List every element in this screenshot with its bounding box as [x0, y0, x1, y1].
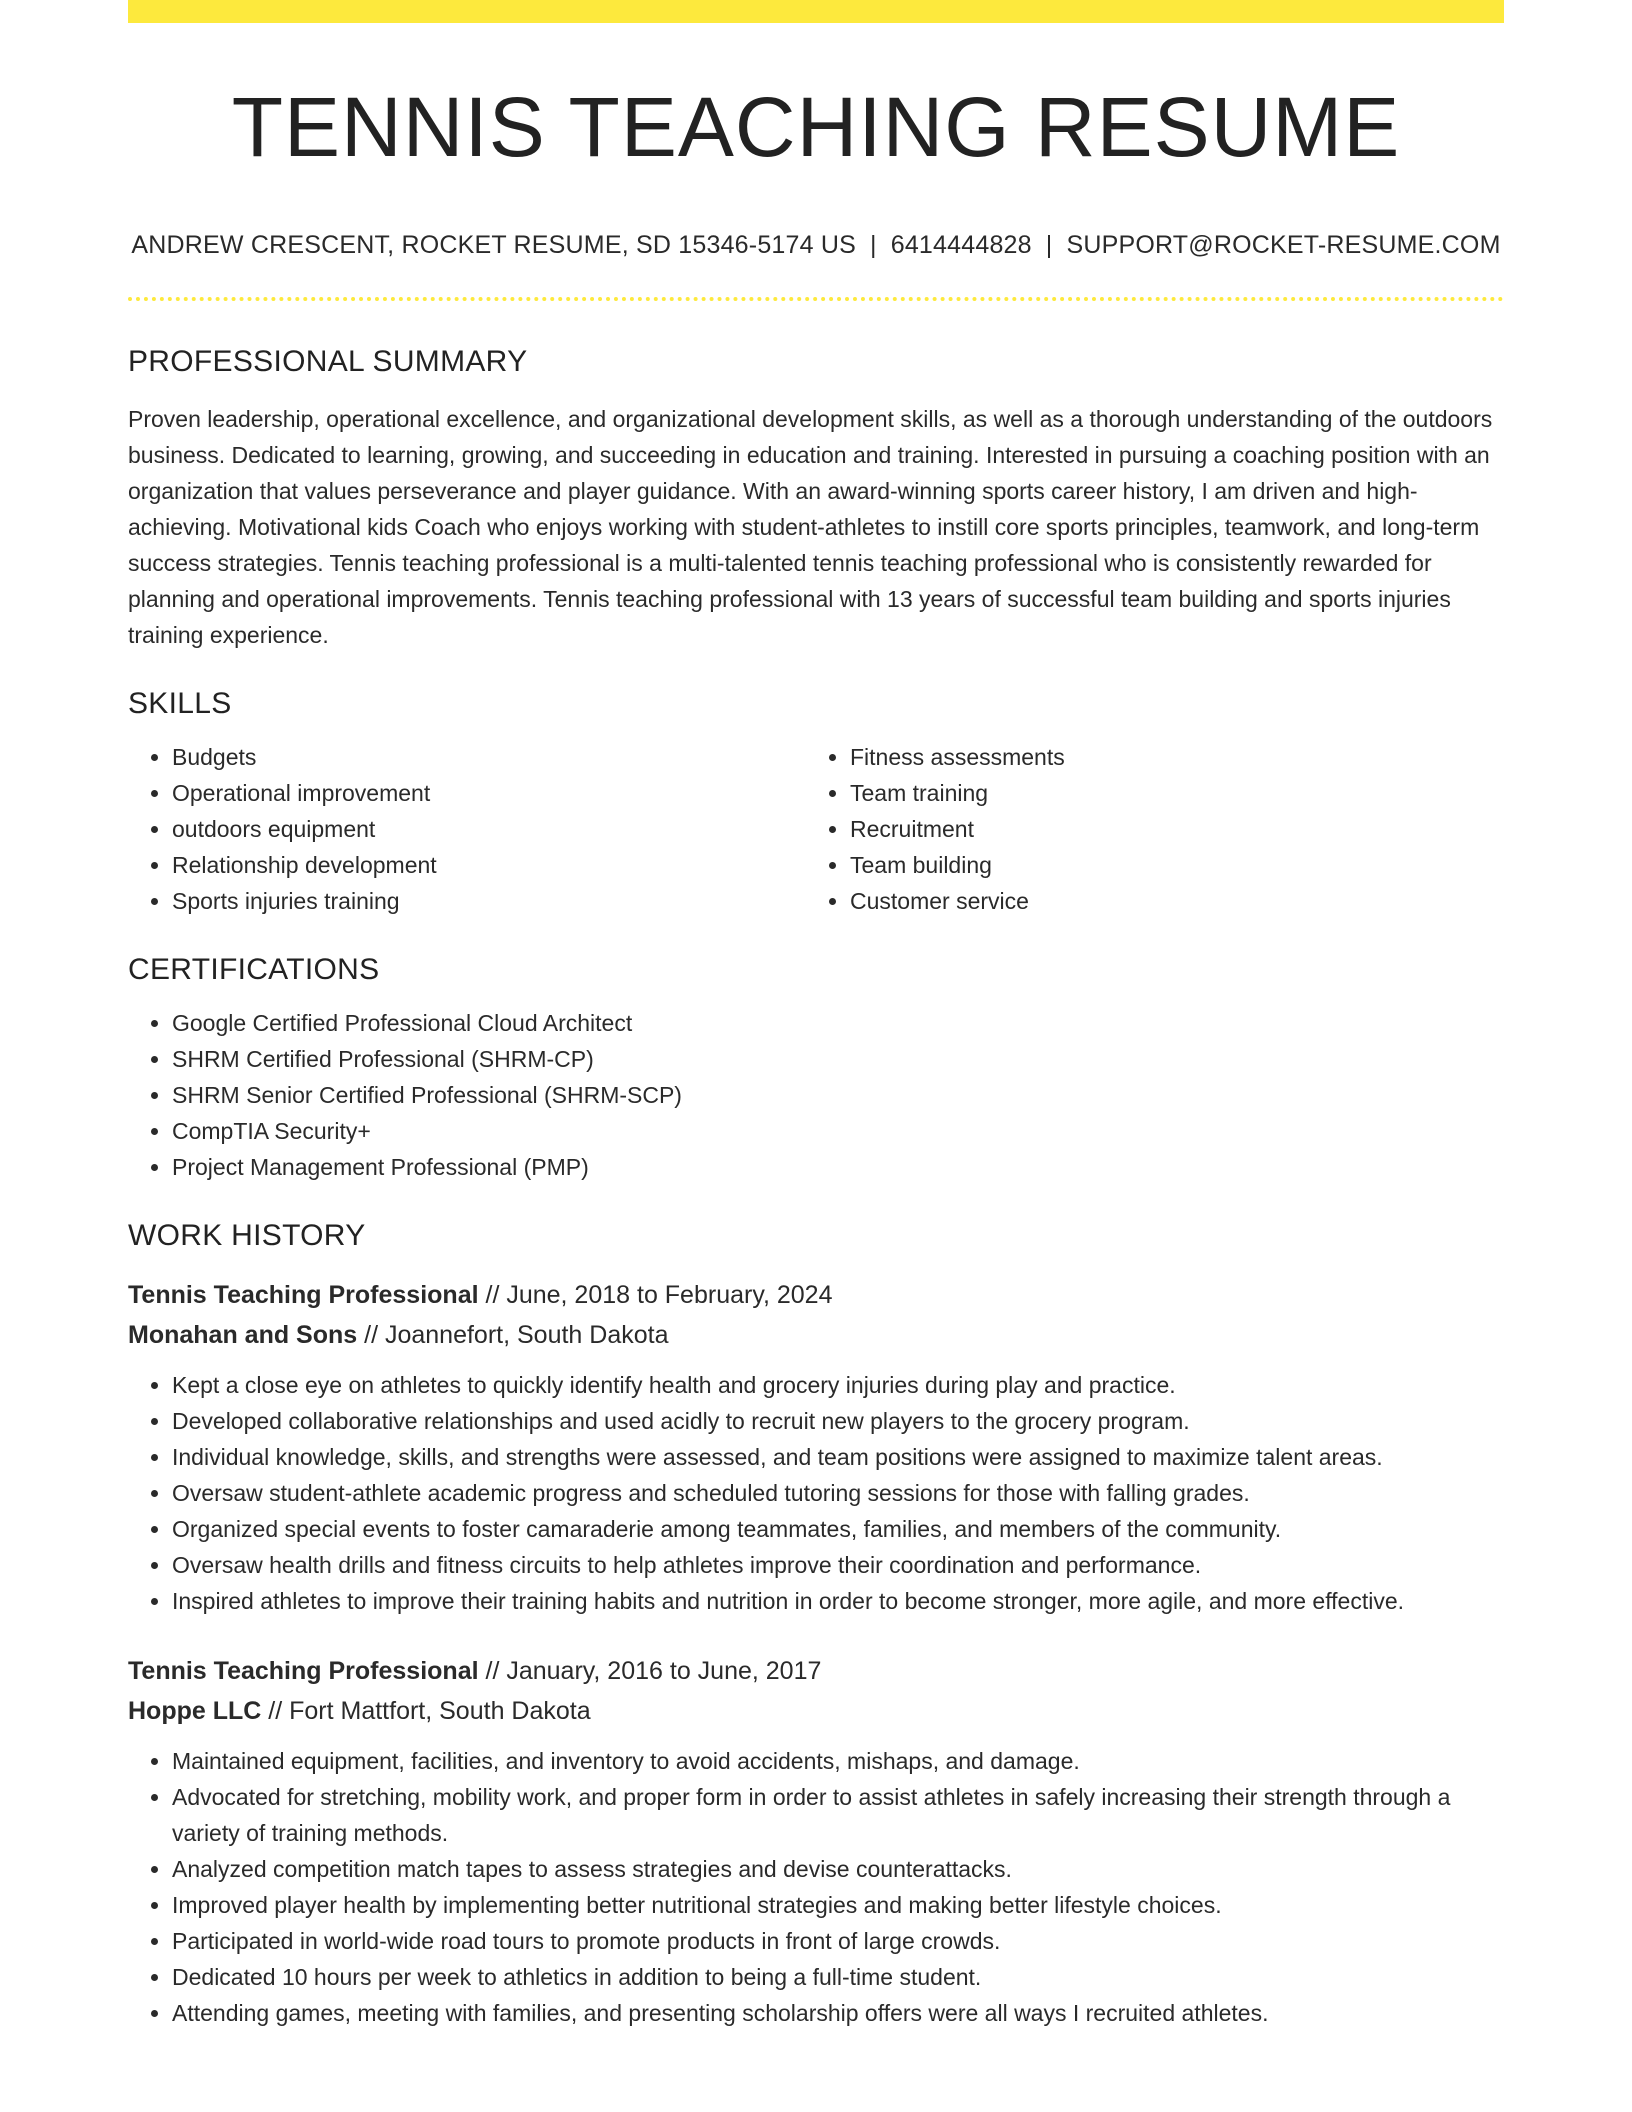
contact-line [128, 231, 1504, 260]
certification-item: • SHRM Certified Professional (SHRM-CP) [172, 1041, 1504, 1077]
job-title: Tennis Teaching Professional [128, 1281, 479, 1309]
summary-text: Proven leadership, operational excellence, and organizational development skills, as well as a thorough understanding of the outdoors business. Dedicated to learning, growing, and succeeding in education and training. Interested in pursuing a coaching position with an organization that values perseverance and player guidance. With an award-winning sports career history, I am driven and high-achieving. Motivational kids Coach who enjoys working with student-athletes to instill core sports principles, teamwork, and long-term success strategies. Tennis teaching professional is a multi-talented tennis teaching professional who is consistently rewarded for planning and operational improvements. Tennis teaching professional with 13 years of successful team building and sports injuries training experience. [128, 406, 1493, 648]
job-title: Tennis Teaching Professional [128, 1657, 479, 1685]
job-dates: // January, 2016 to June, 2017 [478, 1657, 822, 1685]
job-entry [128, 1651, 1504, 2031]
skill-item: • Team training [850, 775, 1484, 811]
skill-item: • Customer service [850, 883, 1484, 919]
skills-right-list [806, 739, 1484, 919]
skill-item: • Team building [850, 847, 1484, 883]
top-accent-bar [128, 0, 1504, 23]
certification-item: • CompTIA Security+ [172, 1113, 1504, 1149]
contact-email[interactable]: SUPPORT@ROCKET-RESUME.COM [1066, 231, 1501, 259]
job-bullets [128, 1743, 1504, 2031]
skill-item: • Operational improvement [172, 775, 806, 811]
job-bullet: • Developed collaborative relationships and used acidly to recruit new players to the grocery program. [172, 1403, 1504, 1439]
job-bullet: • Oversaw health drills and fitness circuits to help athletes improve their coordination and performance. [172, 1547, 1504, 1583]
summary-heading: PROFESSIONAL SUMMARY [128, 345, 528, 378]
job-bullet: • Dedicated 10 hours per week to athletics in addition to being a full-time student. [172, 1959, 1504, 1995]
job-company: Monahan and Sons [128, 1321, 358, 1349]
job-company-line [128, 1691, 1504, 1731]
contact-separator: | [870, 231, 877, 259]
work-history-heading: WORK HISTORY [128, 1219, 366, 1252]
certification-item: • SHRM Senior Certified Professional (SHRM-SCP) [172, 1077, 1504, 1113]
job-entry [128, 1275, 1504, 1619]
job-title-line [128, 1651, 1504, 1691]
skills-heading: SKILLS [128, 687, 232, 720]
contact-address: ANDREW CRESCENT, ROCKET RESUME, SD 15346-5174 US [131, 231, 857, 259]
job-bullet: • Organized special events to foster camaraderie among teammates, families, and members of the community. [172, 1511, 1504, 1547]
certifications-heading: CERTIFICATIONS [128, 953, 380, 986]
job-company: Hoppe LLC [128, 1697, 262, 1725]
skill-item: • Sports injuries training [172, 883, 806, 919]
resume-page [128, 0, 1504, 2031]
job-location: // Joannefort, South Dakota [357, 1321, 669, 1349]
job-bullet: • Analyzed competition match tapes to assess strategies and devise counterattacks. [172, 1851, 1504, 1887]
skills-columns [128, 739, 1504, 919]
certification-item: • Google Certified Professional Cloud Architect [172, 1005, 1504, 1041]
job-dates: // June, 2018 to February, 2024 [478, 1281, 833, 1309]
job-bullet: • Oversaw student-athlete academic progress and scheduled tutoring sessions for those with falling grades. [172, 1475, 1504, 1511]
certification-item: • Project Management Professional (PMP) [172, 1149, 1504, 1185]
job-location: // Fort Mattfort, South Dakota [261, 1697, 591, 1725]
job-bullet: • Participated in world-wide road tours to promote products in front of large crowds. [172, 1923, 1504, 1959]
skill-item: • Relationship development [172, 847, 806, 883]
skill-item: • Recruitment [850, 811, 1484, 847]
dotted-divider [128, 297, 1504, 301]
job-company-line [128, 1315, 1504, 1355]
job-bullet: • Inspired athletes to improve their training habits and nutrition in order to become stronger, more agile, and more effective. [172, 1583, 1504, 1619]
contact-phone[interactable]: 6414444828 [890, 231, 1032, 259]
job-bullet: • Maintained equipment, facilities, and inventory to avoid accidents, mishaps, and damage. [172, 1743, 1504, 1779]
job-title-line [128, 1275, 1504, 1315]
job-bullet: • Kept a close eye on athletes to quickly identify health and grocery injuries during play and practice. [172, 1367, 1504, 1403]
skill-item: • Fitness assessments [850, 739, 1484, 775]
skill-item: • Budgets [172, 739, 806, 775]
job-bullet: • Individual knowledge, skills, and strengths were assessed, and team positions were assigned to maximize talent areas. [172, 1439, 1504, 1475]
resume-title: TENNIS TEACHING RESUME [231, 80, 1401, 174]
job-bullet: • Advocated for stretching, mobility work, and proper form in order to assist athletes in safely increasing their strength through a variety of training methods. [172, 1779, 1504, 1851]
skills-left-list [128, 739, 806, 919]
job-bullet: • Attending games, meeting with families, and presenting scholarship offers were all ways I recruited athletes. [172, 1995, 1504, 2031]
skill-item: • outdoors equipment [172, 811, 806, 847]
job-bullets [128, 1367, 1504, 1619]
certifications-list [128, 1005, 1504, 1185]
job-bullet: • Improved player health by implementing better nutritional strategies and making better lifestyle choices. [172, 1887, 1504, 1923]
contact-separator: | [1045, 231, 1053, 259]
